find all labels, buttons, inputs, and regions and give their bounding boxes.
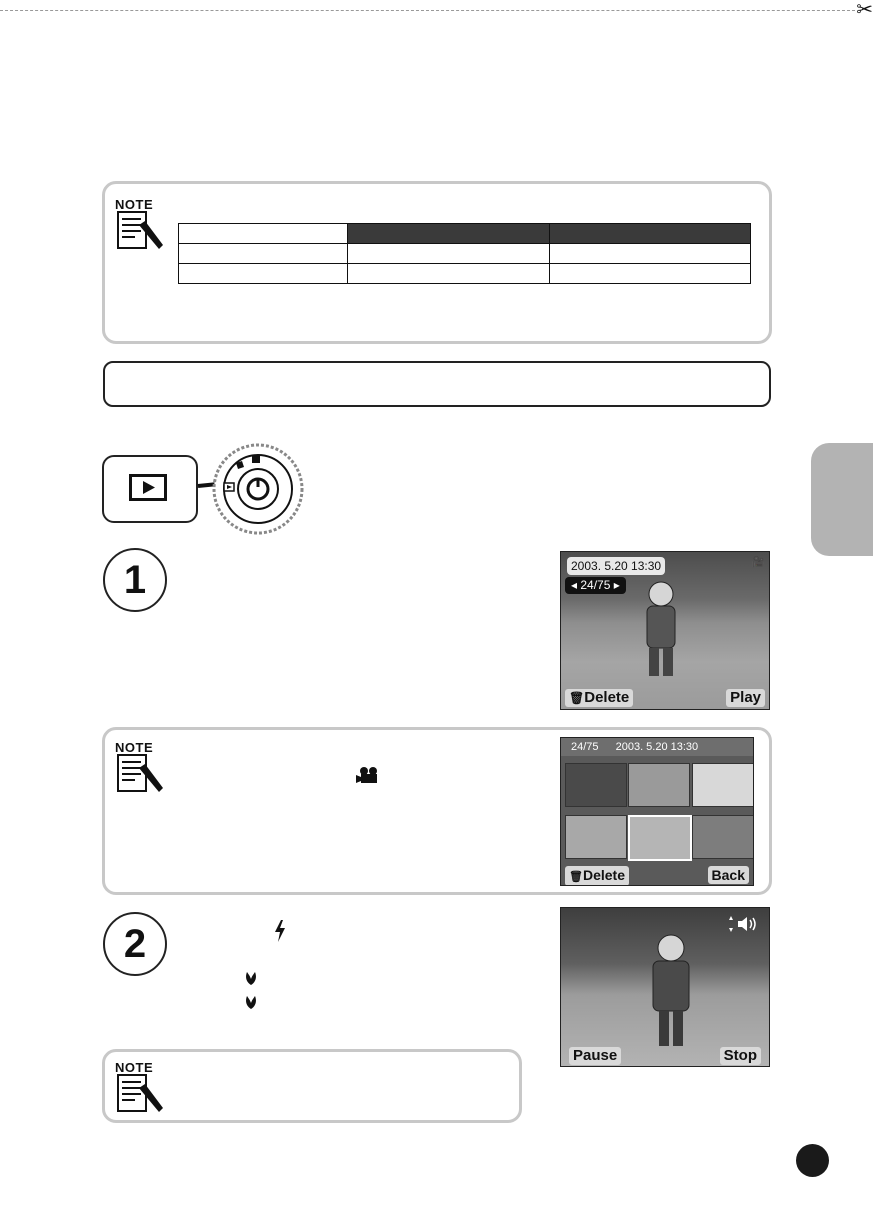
cut-line — [0, 10, 855, 11]
back-button[interactable]: Back — [708, 866, 749, 884]
camera-screen-thumbnails — [560, 737, 754, 886]
note-icon — [115, 740, 167, 794]
thumbnail[interactable] — [628, 763, 690, 807]
prev-arrow-icon[interactable]: ◂ — [571, 578, 578, 592]
child-figure — [621, 572, 701, 692]
table-row — [179, 244, 751, 264]
trash-icon: 🗑 — [569, 871, 583, 883]
flash-icon — [273, 920, 287, 942]
movie-camera-icon — [356, 766, 382, 784]
next-arrow-icon[interactable]: ▸ — [613, 578, 620, 592]
table-header-cell — [550, 224, 751, 244]
note-icon — [115, 1060, 167, 1114]
macro-flower-icon — [244, 994, 258, 1010]
note-icon — [115, 197, 167, 251]
datetime-label: 2003. 5.20 13:30 — [615, 741, 699, 753]
volume-icon[interactable] — [727, 914, 763, 934]
movie-camera-icon: 🎥 — [751, 556, 765, 568]
delete-button[interactable] — [565, 689, 633, 707]
playback-frame — [129, 474, 167, 501]
table-header-row — [179, 224, 751, 244]
thumbnail[interactable] — [565, 815, 627, 859]
spec-table — [178, 223, 751, 284]
camera-screen-movie — [560, 907, 770, 1067]
step-number: 2 — [103, 912, 167, 976]
section-title-bar — [103, 361, 771, 407]
playback-mode-box — [102, 455, 198, 523]
mode-dial-icon — [192, 443, 312, 543]
thumbnail-selected[interactable] — [628, 815, 692, 861]
table-cell — [348, 244, 550, 264]
thumbnail[interactable] — [692, 763, 754, 807]
note-label: NOTE — [115, 197, 154, 212]
table-cell — [179, 244, 348, 264]
play-icon — [132, 477, 164, 498]
table-header-cell — [179, 224, 348, 244]
note-label: NOTE — [115, 740, 154, 755]
counter-text: 24/75 — [580, 578, 611, 592]
table-cell — [550, 244, 751, 264]
step-number: 1 — [103, 548, 167, 612]
notepad-pencil-icon — [117, 1074, 167, 1114]
table-cell — [179, 264, 348, 284]
trash-icon: 🗑 — [569, 691, 585, 705]
table-header-cell — [348, 224, 550, 244]
delete-label: Delete — [582, 867, 625, 883]
table-row — [179, 264, 751, 284]
table-cell — [348, 264, 550, 284]
stop-button[interactable]: Stop — [720, 1047, 761, 1065]
page-number-badge — [796, 1144, 829, 1177]
macro-flower-icon — [244, 970, 258, 986]
chapter-tab — [811, 443, 873, 556]
table-cell — [550, 264, 751, 284]
play-button[interactable]: Play — [726, 689, 765, 707]
child-figure — [631, 926, 711, 1056]
thumbnail[interactable] — [565, 763, 627, 807]
pause-button[interactable]: Pause — [569, 1047, 621, 1065]
thumbnail-header — [561, 738, 753, 756]
notepad-pencil-icon — [117, 754, 167, 794]
thumbnail[interactable] — [692, 815, 754, 859]
delete-button[interactable] — [565, 866, 629, 886]
note-label: NOTE — [115, 1060, 154, 1075]
delete-label: Delete — [584, 689, 630, 706]
scissor-icon: ✂ — [856, 0, 873, 21]
datetime-label: 2003. 5.20 13:30 — [567, 557, 665, 575]
counter-text: 24/75 — [571, 741, 599, 753]
notepad-pencil-icon — [117, 211, 167, 251]
frame-counter — [565, 577, 626, 594]
camera-screen-playback — [560, 551, 770, 710]
